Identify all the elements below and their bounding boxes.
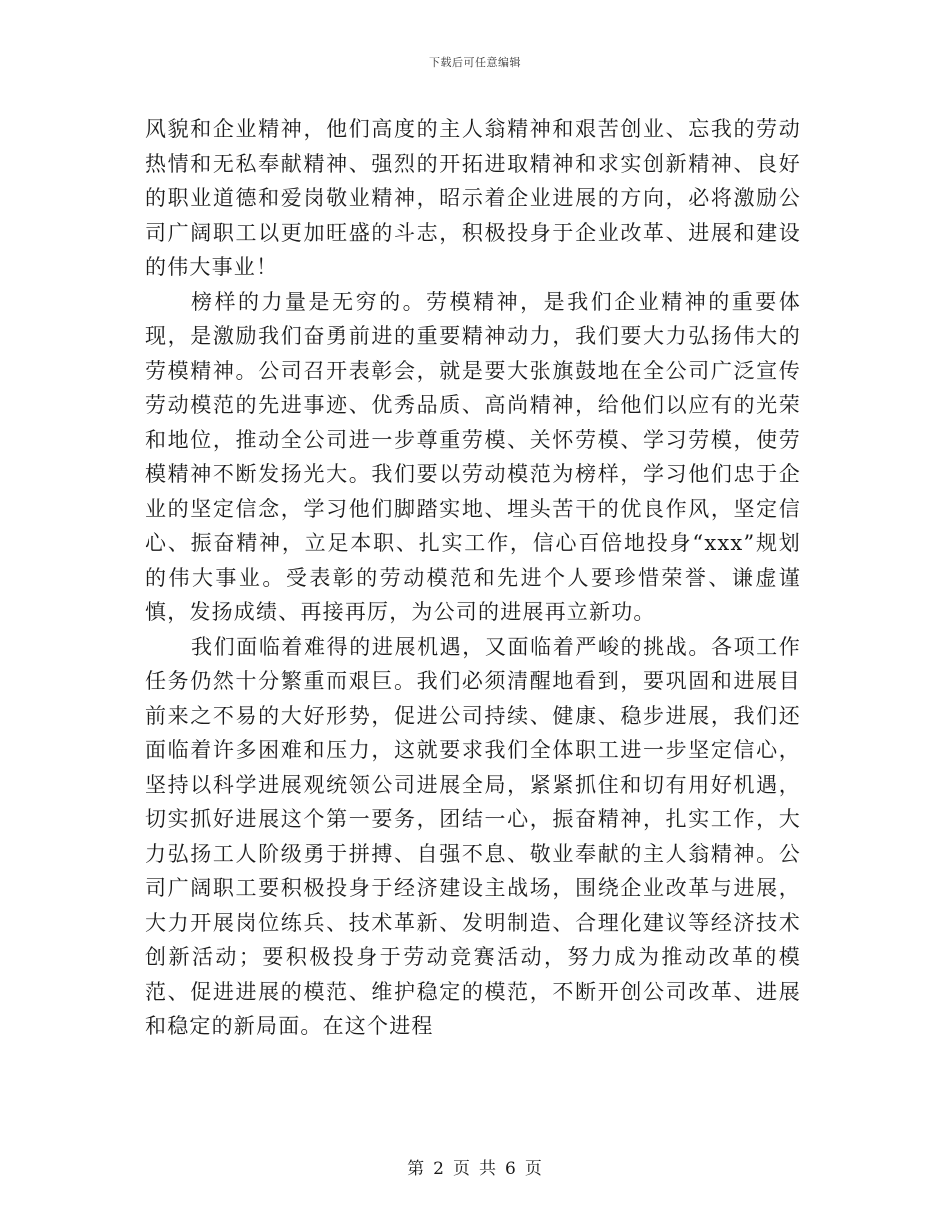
footer-page-unit: 页 (453, 1159, 471, 1179)
page-footer (0, 1154, 950, 1179)
footer-page-label: 第 (407, 1159, 426, 1179)
paragraph-continuation: 风貌和企业精神，他们高度的主人翁精神和艰苦创业、忘我的劳动热情和无私奉献精神、强烈的开拓进取精神和求实创新精神、良好的职业道德和爱岗敬业精神，昭示着企业进展的方向，必将激励公司广阔职工以更加旺盛的斗志，积极投身于企业改革、进展和建设的伟大事业！ (145, 117, 801, 279)
document-body (145, 112, 801, 1044)
footer-total-label: 共 (479, 1159, 497, 1179)
footer-total-unit: 页 (524, 1159, 543, 1179)
page-header: 下载后可任意编辑 (429, 56, 521, 69)
footer-current-page: 2 (433, 1159, 445, 1179)
paragraph-role-models: 榜样的力量是无穷的。劳模精神，是我们企业精神的重要体现，是激励我们奋勇前进的重要精神动力，我们要大力弘扬伟大的劳模精神。公司召开表彰会，就是要大张旗鼓地在全公司广泛宣传劳动模范的先进事迹、优秀品质、高尚精神，给他们以应有的光荣和地位，推动全公司进一步尊重劳模、关怀劳模、学习劳模，使劳模精神不断发扬光大。我们要以劳动模范为榜样，学习他们忠于企业的坚定信念，学习他们脚踏实地、埋头苦干的优良作风，坚定信心、振奋精神，立足本职、扎实工作，信心百倍地投身“xxx”规划的伟大事业。受表彰的劳动模范和先进个人要珍惜荣誉、谦虚谨慎，发扬成绩、再接再厉，为公司的进展再立新功。 (145, 289, 801, 624)
paragraph-opportunities: 我们面临着难得的进展机遇，又面临着严峻的挑战。各项工作任务仍然十分繁重而艰巨。我们必须清醒地看到，要巩固和进展目前来之不易的大好形势，促进公司持续、健康、稳步进展，我们还面临着许多困难和压力，这就要求我们全体职工进一步坚定信心，坚持以科学进展观统领公司进展全局，紧紧抓住和切有用好机遇，切实抓好进展这个第一要务，团结一心，振奋精神，扎实工作，大力弘扬工人阶级勇于拼搏、自强不息、敬业奉献的主人翁精神。公司广阔职工要积极投身于经济建设主战场，围绕企业改革与进展，大力开展岗位练兵、技术革新、发明制造、合理化建议等经济技术创新活动；要积极投身于劳动竞赛活动，努力成为推动改革的模范、促进进展的模范、维护稳定的模范，不断开创公司改革、进展和稳定的新局面。在这个进程 (145, 634, 801, 1038)
footer-total-pages: 6 (505, 1159, 517, 1179)
